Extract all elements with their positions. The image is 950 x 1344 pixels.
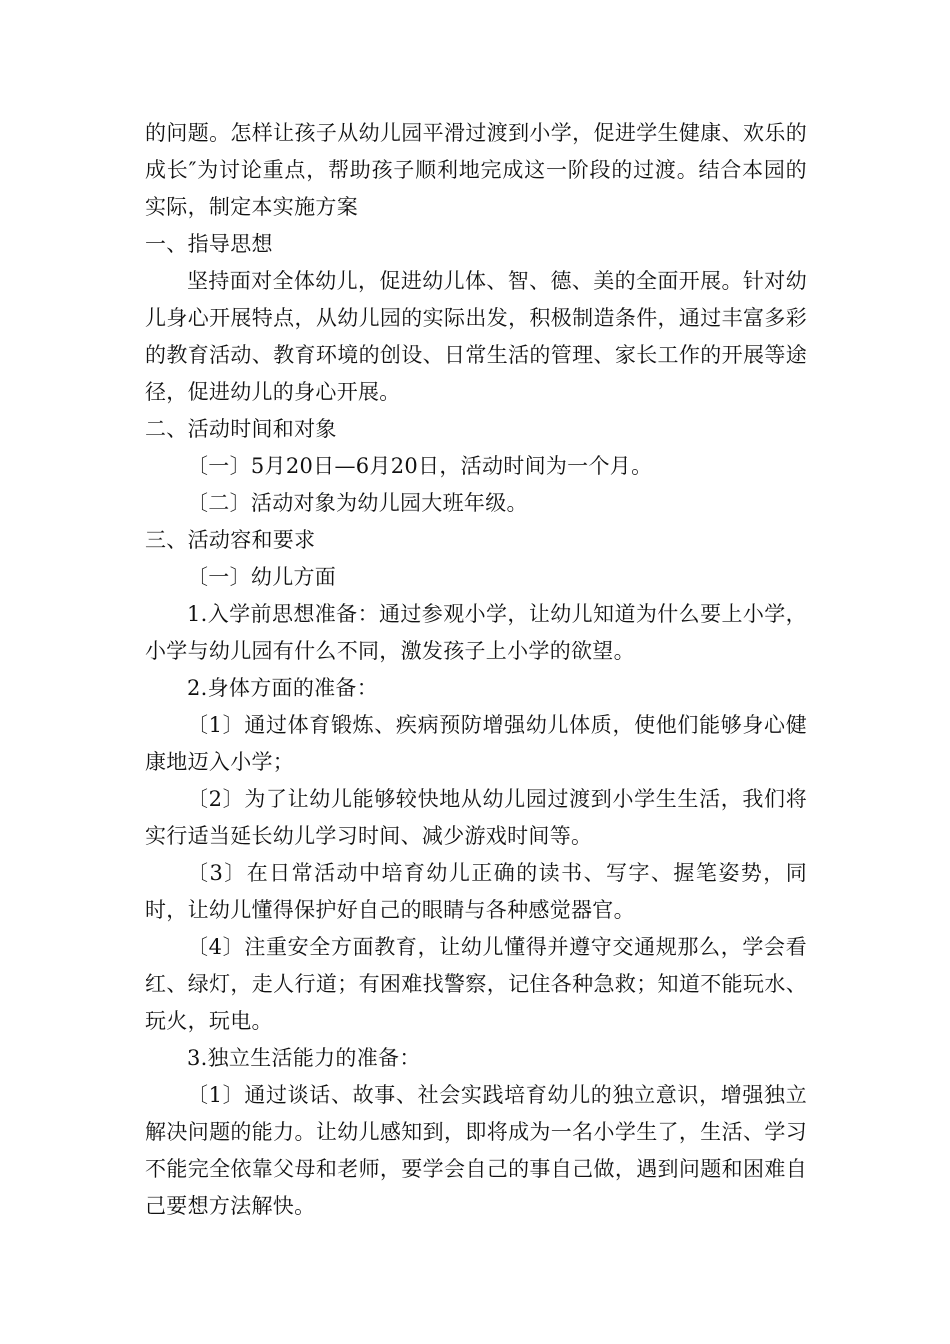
paragraph-independent-item-1: 〔1〕通过谈话、故事、社会实践培育幼儿的独立意识，增强独立解决问题的能力。让幼儿感知到，即将成为一名小学生了，生活、学习不能完全依靠父母和老师，要学会自己的事自己做，遇到问题和困难自己要想方法解快。 (145, 1083, 807, 1218)
paragraph-intro-continuation: 的问题。怎样让孩子从幼儿园平滑过渡到小学，促进学生健康、欢乐的成长″为讨论重点，帮助孩子顺利地完成这一阶段的过渡。结合本园的实际，制定本实施方案 (145, 121, 807, 219)
paragraph-physical-item-1: 〔1〕通过体育锻炼、疾病预防增强幼儿体质，使他们能够身心健康地迈入小学； (145, 713, 807, 774)
paragraph-activity-time: 〔一〕5月20日—6月20日，活动时间为一个月。 (187, 454, 653, 478)
paragraph-activity-target: 〔二〕活动对象为幼儿园大班年级。 (187, 491, 528, 515)
document-body (145, 115, 807, 1225)
paragraph-physical-item-2: 〔2〕为了让幼儿能够较快地从幼儿园过渡到小学生生活，我们将实行适当延长幼儿学习时间、减少游戏时间等。 (145, 787, 807, 848)
paragraph-physical-item-3: 〔3〕在日常活动中培育幼儿正确的读书、写字、握笔姿势，同时，让幼儿懂得保护好自己的眼睛与各种感觉器官。 (145, 861, 807, 922)
subheading-independent-living: 3.独立生活能力的准备： (187, 1046, 421, 1070)
subheading-children-aspect: 〔一〕幼儿方面 (187, 565, 337, 589)
paragraph-guiding-ideology: 坚持面对全体幼儿，促进幼儿体、智、德、美的全面开展。针对幼儿身心开展特点，从幼儿园的实际出发，积极制造条件，通过丰富多彩的教育活动、教育环境的创设、日常生活的管理、家长工作的开展等途径，促进幼儿的身心开展。 (145, 269, 807, 404)
paragraph-mental-preparation: 1.入学前思想准备：通过参观小学，让幼儿知道为什么要上小学，小学与幼儿园有什么不同，激发孩子上小学的欲望。 (145, 602, 807, 663)
paragraph-physical-item-4: 〔4〕注重安全方面教育，让幼儿懂得并遵守交通规那么，学会看红、绿灯，走人行道；有困难找警察，记住各种急救；知道不能玩水、玩火，玩电。 (145, 935, 807, 1033)
subheading-physical-preparation: 2.身体方面的准备： (187, 676, 379, 700)
section-heading-time-and-target: 二、活动时间和对象 (145, 417, 337, 441)
section-heading-content-and-requirements: 三、活动容和要求 (145, 528, 316, 552)
section-heading-guiding-ideology: 一、指导思想 (145, 232, 273, 256)
